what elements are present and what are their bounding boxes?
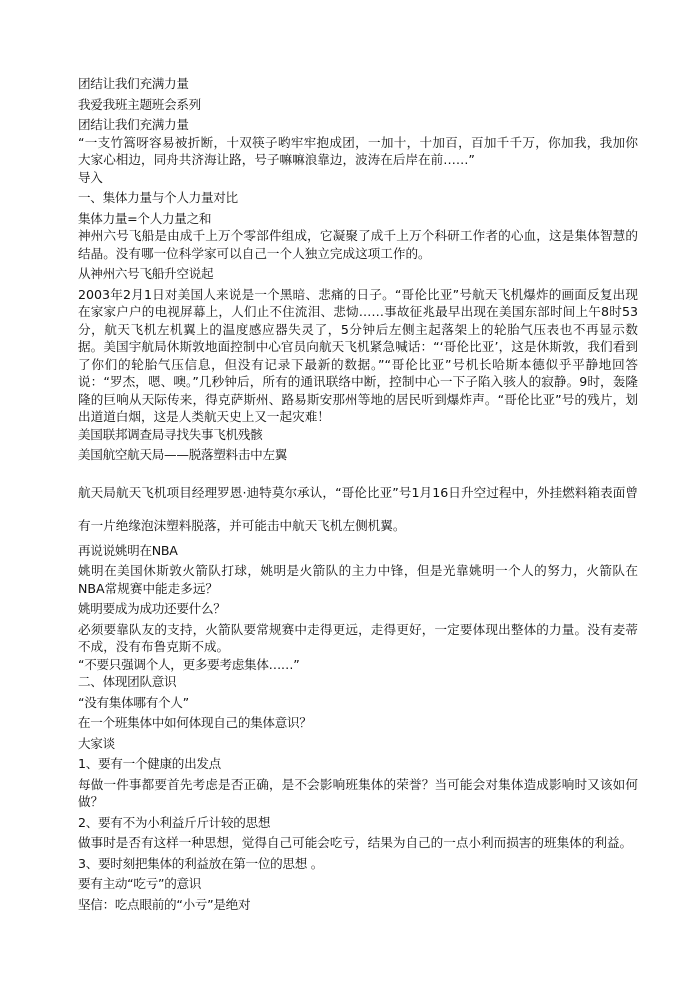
dittemore-paragraph: 航天局航天飞机项目经理罗恩·迪特莫尔承认，“哥伦比亚”号1月16日升空过程中，外挂燃料箱表面曾有一片绝缘泡沫塑料脱落，并可能击中航天飞机左侧机翼。 — [78, 484, 638, 533]
yao-question: 姚明要成为成功还要什么？ — [78, 601, 226, 616]
columbia-paragraph: 2003年2月1日对美国人来说是一个黑暗、悲痛的日子。“哥伦比亚”号航天飞机爆炸的画面反复出现在家家户户的电视屏幕上，人们止不住流泪、悲恸……事故征兆最早出现在美国东部时间上午8时53分，航天飞机左机翼上的温度感应器失灵了，5分钟后左侧主起落架上的轮胎气压表也不再显示数据。美国宇航局休斯敦地面控制中心官员向航天飞机紧急喊话：“‘哥伦比亚’，这是休斯敦，我们看到了你们的轮胎气压信息，但没有记录下最新的数据。”“哥伦比亚”号机长哈斯本德似乎平静地回答说：“罗杰，嗯、噢。”几秒钟后，所有的通讯联络中断，控制中心一下子陷入骇人的寂静。9时，轰隆隆的巨响从天际传来，得克萨斯州、路易斯安那州等地的居民听到爆炸声。“哥伦比亚”号的残片，划出道道白烟，这是人类航天史上又一起灾难！ — [78, 286, 638, 424]
yao-heading: 再说说姚明在NBA — [78, 542, 178, 558]
point-1-paragraph: 每做一件事都要首先考虑是否正确，是不会影响班集体的荣誉？当可能会对集体造成影响时又该如何做？ — [78, 776, 638, 809]
title-line-2: 团结让我们充满力量 — [78, 117, 189, 132]
title-line-1: 团结让我们充满力量 — [78, 76, 189, 91]
class-question: 在一个班集体中如何体现自己的集体意识？ — [78, 715, 312, 730]
discuss-heading: 大家谈 — [78, 735, 115, 751]
point-1-heading: 1、要有一个健康的出发点 — [78, 756, 221, 771]
series-line: 我爱我班主题班会系列 — [78, 96, 201, 112]
document-page — [78, 75, 638, 913]
quote-no-collective: “没有集体哪有个人” — [78, 694, 189, 710]
resolve-line: 坚信：吃点眼前的“小亏”是绝对 — [78, 896, 251, 912]
quote-collective: “不要只强调个人，更多要考虑集体……” — [78, 656, 300, 672]
shenzhou-heading: 从神州六号飞船升空说起 — [78, 266, 214, 281]
formula-line: 集体力量=个人力量之和 — [78, 210, 212, 226]
point-3-heading: 3、要时刻把集体的利益放在第一位的思想 。 — [78, 855, 323, 871]
yao-paragraph: 姚明在美国休斯敦火箭队打球，姚明是火箭队的主力中锋，但是光靠姚明一个人的努力，火箭队在NBA常规赛中能走多远？ — [78, 563, 638, 596]
section-2-heading: 二、体现团队意识 — [78, 674, 177, 689]
point-2-paragraph: 做事时是否有这样一种思想，觉得自己可能会吃亏，结果为自己的一点小利而损害的班集体的利益。 — [78, 835, 633, 850]
point-2-heading: 2、要有不为小利益斤斤计较的思想 — [78, 814, 271, 830]
intro-heading: 导入 — [78, 169, 103, 185]
nasa-heading: 美国航空航天局——脱落塑料击中左翼 — [78, 447, 287, 462]
initiative-line: 要有主动“吃亏”的意识 — [78, 876, 202, 891]
shenzhou-paragraph: 神州六号飞船是由成千上万个零部件组成，它凝聚了成千上万个科研工作者的心血，这是集体智慧的结晶。没有哪一位科学家可以自己一个人独立完成这项工作的。 — [78, 228, 638, 261]
section-1-heading: 一、集体力量与个人力量对比 — [78, 190, 238, 205]
fbi-heading: 美国联邦调查局寻找失事飞机残骸 — [78, 426, 263, 442]
teammates-paragraph: 必须要靠队友的支持，火箭队要常规赛中走得更远，走得更好，一定要体现出整体的力量。没有麦蒂不成，没有布鲁克斯不成。 — [78, 621, 638, 654]
poem-paragraph: “一支竹篙呀容易被折断，十双筷子哟牢牢抱成团，一加十，十加百，百加千千万，你加我，我加你大家心相边，同舟共济海让路，号子嘛嘛浪靠边，波涛在后岸在前……” — [78, 134, 638, 167]
